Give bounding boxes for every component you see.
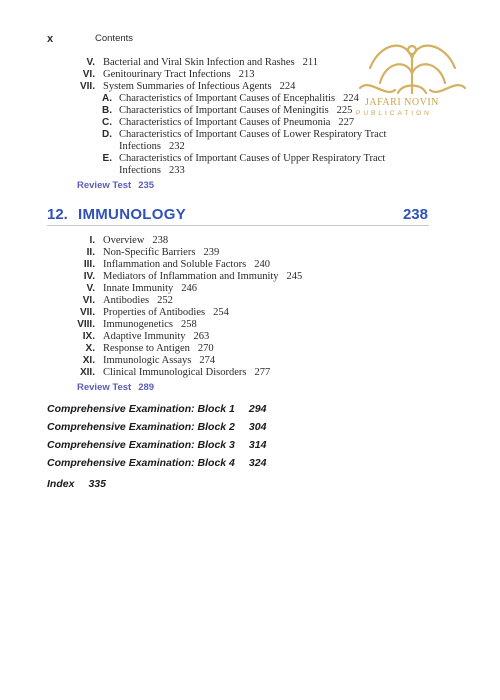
toc-subitem-letter: C. (102, 117, 112, 128)
page-marker: x (47, 33, 54, 45)
toc-subitem-title-cont: Infections 232 (119, 141, 185, 152)
toc-item-title: Immunogenetics 258 (103, 319, 197, 330)
toc-item-number: II. (86, 247, 95, 258)
toc-item-number: VI. (82, 295, 95, 306)
toc-item-number: XI. (82, 355, 95, 366)
toc-item-title: Properties of Antibodies 254 (103, 307, 229, 318)
toc-item-title: Inflammation and Soluble Factors 240 (103, 259, 270, 270)
toc-subitem-letter: E. (102, 153, 112, 164)
toc-item-number: I. (89, 235, 95, 246)
chapter-page: 238 (402, 206, 428, 223)
exam-entry[interactable]: Comprehensive Examination: Block 1 294 (47, 403, 267, 415)
toc-subitem-letter: A. (102, 93, 112, 104)
toc-subitem-title: Characteristics of Important Causes of Meningitis 225 (119, 105, 353, 116)
exam-entry[interactable]: Comprehensive Examination: Block 4 324 (47, 457, 267, 469)
chapter-number: 12. (47, 206, 68, 223)
toc-subitem-title-cont: Infections 233 (119, 165, 185, 176)
toc-item-title: Overview 238 (103, 235, 169, 246)
toc-subitem-title: Characteristics of Important Causes of Encephalitis 224 (119, 93, 359, 104)
exam-entry[interactable]: Comprehensive Examination: Block 2 304 (47, 421, 267, 433)
toc-item-title: Response to Antigen 270 (103, 343, 214, 354)
review-test-link[interactable]: Review Test 289 (77, 382, 155, 393)
toc-item-number: VI. (82, 69, 95, 80)
chapter-divider (47, 225, 429, 226)
index-entry[interactable]: Index 335 (47, 478, 106, 490)
toc-item-title: Immunologic Assays 274 (103, 355, 216, 366)
toc-item-title: Adaptive Immunity 263 (103, 331, 210, 342)
toc-item-number: VIII. (77, 319, 95, 330)
logo-name: JAFARI NOVIN (365, 97, 439, 108)
toc-item-number: XII. (79, 367, 95, 378)
toc-item-number: III. (83, 259, 95, 270)
running-header-title: Contents (95, 33, 134, 44)
toc-item-title: Bacterial and Viral Skin Infection and Rashes 211 (103, 57, 318, 68)
toc-subitem-title: Characteristics of Important Causes of Upper Respiratory Tract (119, 153, 386, 164)
logo-subtitle: PUBLICATION (356, 110, 432, 117)
toc-item-number: IV. (83, 271, 95, 282)
chapter-title[interactable]: IMMUNOLOGY (78, 206, 186, 223)
toc-subitem-letter: D. (102, 129, 112, 140)
toc-item-title: Innate Immunity 246 (103, 283, 198, 294)
toc-item-number: X. (85, 343, 95, 354)
toc-item-number: VII. (79, 307, 95, 318)
toc-item-title: System Summaries of Infectious Agents 224 (103, 81, 296, 92)
exam-entry[interactable]: Comprehensive Examination: Block 3 314 (47, 439, 267, 451)
toc-item-number: V. (86, 57, 95, 68)
toc-item-number: VII. (79, 81, 95, 92)
toc-item-title: Non-Specific Barriers 239 (103, 247, 220, 258)
toc-item-title: Antibodies 252 (103, 295, 173, 306)
toc-subitem-title: Characteristics of Important Causes of Pneumonia 227 (119, 117, 355, 128)
toc-item-number: IX. (82, 331, 95, 342)
toc-item-title: Genitourinary Tract Infections 213 (103, 69, 255, 80)
toc-item-number: V. (86, 283, 95, 294)
review-test-link[interactable]: Review Test 235 (77, 180, 155, 191)
toc-subitem-title: Characteristics of Important Causes of Lower Respiratory Tract (119, 129, 387, 140)
toc-item-title: Clinical Immunological Disorders 277 (103, 367, 271, 378)
toc-subitem-letter: B. (102, 105, 112, 116)
toc-item-title: Mediators of Inflammation and Immunity 245 (103, 271, 303, 282)
